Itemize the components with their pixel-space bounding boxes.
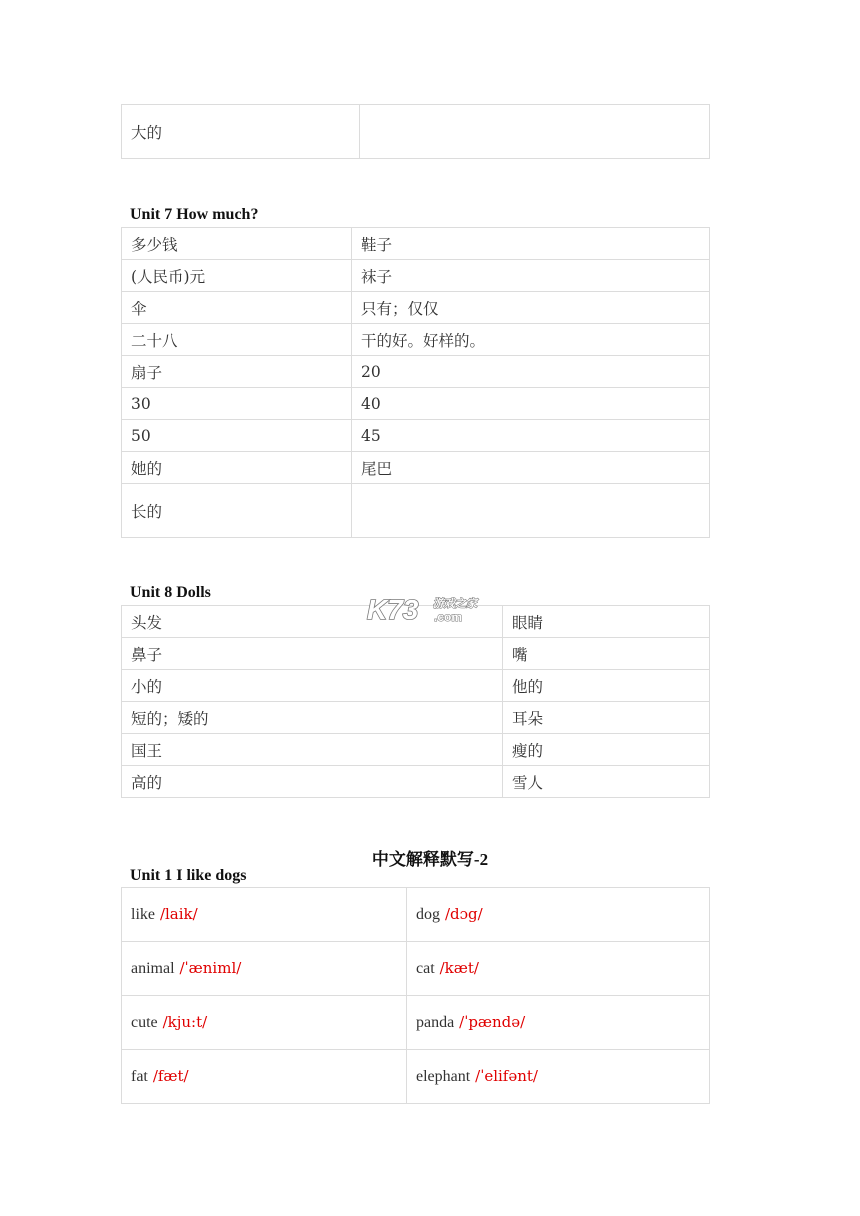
- vocab-cell: [407, 942, 710, 996]
- table-row: [122, 888, 710, 942]
- table-cell: 伞: [122, 292, 352, 324]
- table-cell: 她的: [122, 452, 352, 484]
- table-cell: 他的: [503, 670, 710, 702]
- table-cell: 二十八: [122, 324, 352, 356]
- vocab-ipa: /kæt/: [439, 959, 479, 977]
- table-cell: 50: [122, 420, 352, 452]
- table-row: [122, 702, 710, 734]
- table-row: [122, 484, 710, 538]
- table-cell: 瘦的: [503, 734, 710, 766]
- table-cell: 扇子: [122, 356, 352, 388]
- vocab-ipa: /kju:t/: [162, 1013, 208, 1031]
- table-cell: 鼻子: [122, 638, 503, 670]
- table-cell: 国王: [122, 734, 503, 766]
- vocab-ipa: /laik/: [159, 905, 198, 923]
- table-cell: [360, 105, 710, 159]
- k73-logo-icon: [366, 594, 494, 624]
- table-cell: 长的: [122, 484, 352, 538]
- svg-text:K73: K73: [367, 594, 419, 624]
- table-cell: 雪人: [503, 766, 710, 798]
- vocab-word: cat: [416, 960, 435, 977]
- unit1-table: [121, 887, 710, 1104]
- unit1-title: Unit 1 I like dogs: [130, 867, 247, 884]
- vocab-ipa: /dɔg/: [444, 905, 483, 923]
- table-cell: 袜子: [352, 260, 710, 292]
- table-cell: 嘴: [503, 638, 710, 670]
- table-cell: 鞋子: [352, 228, 710, 260]
- vocab-ipa: /ˈpændə/: [459, 1013, 526, 1031]
- table-row: [122, 766, 710, 798]
- unit8-title: Unit 8 Dolls: [130, 584, 211, 601]
- vocab-ipa: /fæt/: [152, 1067, 189, 1085]
- unit7-title: Unit 7 How much?: [130, 206, 259, 223]
- table-cell: 眼睛: [503, 606, 710, 638]
- vocab-cell: [122, 942, 407, 996]
- table-row: [122, 356, 710, 388]
- section-heading: 中文解释默写-2: [371, 850, 489, 869]
- watermark-logo: [366, 594, 494, 624]
- table-cell: 20: [352, 356, 710, 388]
- vocab-cell: [122, 888, 407, 942]
- table-cell: 30: [122, 388, 352, 420]
- unit8-table: [121, 605, 710, 798]
- svg-text:.com: .com: [434, 610, 463, 624]
- table-row: [122, 996, 710, 1050]
- table-row: [122, 1050, 710, 1104]
- vocab-word: animal: [131, 960, 175, 977]
- table-row: [122, 942, 710, 996]
- table-cell: 只有；仅仅: [352, 292, 710, 324]
- table-cell: 小的: [122, 670, 503, 702]
- svg-text:游戏之家: 游戏之家: [433, 597, 477, 610]
- table-row: [122, 734, 710, 766]
- vocab-word: panda: [416, 1014, 455, 1031]
- table-cell: 大的: [122, 105, 360, 159]
- table-cell: 干的好。好样的。: [352, 324, 710, 356]
- table-row: [122, 260, 710, 292]
- table-cell: [352, 484, 710, 538]
- table-row: [122, 670, 710, 702]
- vocab-cell: [407, 888, 710, 942]
- vocab-word: like: [131, 906, 155, 923]
- table-row: [122, 324, 710, 356]
- unit7-table: [121, 227, 710, 538]
- vocab-cell: [407, 996, 710, 1050]
- table-row: [122, 292, 710, 324]
- table-row: [122, 638, 710, 670]
- vocab-word: fat: [131, 1068, 148, 1085]
- table-cell: 尾巴: [352, 452, 710, 484]
- top-table: [121, 104, 710, 159]
- vocab-cell: [407, 1050, 710, 1104]
- vocab-cell: [122, 1050, 407, 1104]
- table-row: [122, 105, 710, 159]
- vocab-word: cute: [131, 1014, 158, 1031]
- vocab-ipa: /ˈelifənt/: [475, 1067, 538, 1085]
- table-cell: 45: [352, 420, 710, 452]
- table-cell: 高的: [122, 766, 503, 798]
- table-cell: 40: [352, 388, 710, 420]
- table-row: [122, 452, 710, 484]
- vocab-ipa: /ˈæniml/: [179, 959, 242, 977]
- table-cell: 多少钱: [122, 228, 352, 260]
- vocab-word: elephant: [416, 1068, 471, 1085]
- table-cell: 耳朵: [503, 702, 710, 734]
- vocab-word: dog: [416, 906, 440, 923]
- table-row: [122, 228, 710, 260]
- table-cell: 头发: [122, 606, 503, 638]
- vocab-cell: [122, 996, 407, 1050]
- table-row: [122, 420, 710, 452]
- table-row: [122, 388, 710, 420]
- table-cell: 短的；矮的: [122, 702, 503, 734]
- table-cell: (人民币)元: [122, 260, 352, 292]
